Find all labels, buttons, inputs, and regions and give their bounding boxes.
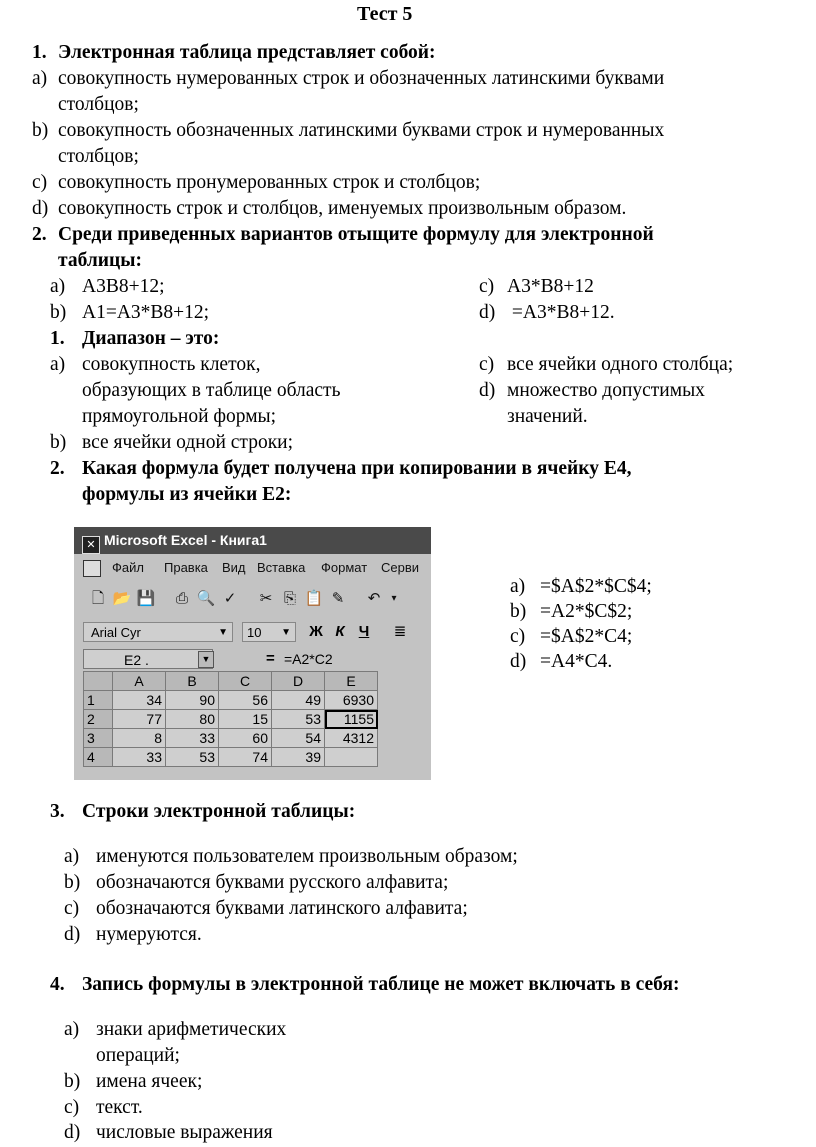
cell[interactable]: 60 (219, 729, 272, 748)
cell[interactable]: 53 (272, 710, 325, 729)
option-text-cont: операций; (96, 1045, 180, 1066)
option-letter: c) (479, 354, 495, 375)
option-letter: d) (32, 198, 49, 219)
option-text-cont: значений. (507, 406, 588, 427)
column-header-c[interactable]: C (219, 672, 272, 691)
option-letter: b) (64, 1071, 81, 1092)
bold-button[interactable]: Ж (309, 623, 323, 640)
cell[interactable]: 33 (166, 729, 219, 748)
cell[interactable]: 54 (272, 729, 325, 748)
option-text: A3B8+12; (82, 276, 165, 297)
answer-text: =$A$2*C4; (540, 626, 633, 647)
undo-icon[interactable]: ↶ (367, 590, 381, 607)
cell[interactable]: 80 (166, 710, 219, 729)
question-text: Какая формула будет получена при копировании в ячейку E4, (82, 458, 632, 479)
option-letter: a) (32, 68, 48, 89)
excel-logo-icon: ✕ (82, 536, 100, 554)
row-header[interactable]: 1 (84, 691, 113, 710)
option-letter: c) (64, 1097, 80, 1118)
font-name-value: Arial Cyr (91, 625, 141, 640)
option-text: обозначаются буквами латинского алфавита; (96, 898, 468, 919)
answer-text: =A4*C4. (540, 651, 613, 672)
option-letter: b) (50, 302, 67, 323)
menu-view[interactable]: Вид (222, 560, 246, 575)
column-header-b[interactable]: B (166, 672, 219, 691)
save-icon[interactable]: 💾 (136, 590, 156, 607)
paste-icon[interactable]: 📋 (304, 590, 324, 607)
table-row (84, 729, 378, 748)
chevron-down-icon: ▼ (218, 627, 228, 638)
answer-letter: c) (510, 626, 526, 647)
option-letter: d) (64, 924, 81, 945)
format-painter-icon[interactable]: ✎ (331, 590, 345, 607)
question-text: Строки электронной таблицы: (82, 801, 356, 822)
table-row (84, 691, 378, 710)
excel-menu-bar (74, 556, 431, 580)
question-number: 2. (50, 458, 65, 479)
option-text: числовые выражения (96, 1122, 273, 1143)
cell[interactable]: 77 (113, 710, 166, 729)
answer-text: =$A$2*$C$4; (540, 576, 652, 597)
menu-format[interactable]: Формат (321, 560, 368, 575)
option-text: =A3*B8+12. (507, 302, 615, 323)
cell[interactable]: 74 (219, 748, 272, 767)
question-text: Среди приведенных вариантов отыщите формулу для электронной (58, 224, 654, 245)
cell[interactable]: 6930 (325, 691, 378, 710)
option-text-cont: столбцов; (58, 146, 139, 167)
option-text: совокупность клеток, (82, 354, 261, 375)
select-all-corner[interactable] (84, 672, 113, 691)
question-text-cont: таблицы: (58, 250, 142, 271)
option-text: все ячейки одной строки; (82, 432, 294, 453)
new-document-icon[interactable]: 🗋 (91, 590, 105, 607)
option-letter: a) (50, 354, 66, 375)
menu-service[interactable]: Серви (381, 560, 420, 575)
font-name-select[interactable] (83, 622, 233, 642)
question-text: Запись формулы в электронной таблице не может включать в себя: (82, 974, 680, 995)
row-header[interactable]: 4 (84, 748, 113, 767)
option-text: нумеруются. (96, 924, 202, 945)
answer-text: =A2*$C$2; (540, 601, 633, 622)
column-header-e[interactable]: E (325, 672, 378, 691)
align-left-icon[interactable]: ≣ (393, 623, 407, 640)
option-letter: b) (50, 432, 67, 453)
question-number: 1. (50, 328, 65, 349)
question-number: 1. (32, 42, 47, 63)
chevron-down-icon: ▼ (281, 627, 291, 638)
option-text: A1=A3*B8+12; (82, 302, 210, 323)
formula-equals-sign: = (266, 650, 275, 667)
option-text: A3*B8+12 (507, 276, 594, 297)
cell[interactable]: 15 (219, 710, 272, 729)
option-text-cont: образующих в таблице область (82, 380, 341, 401)
excel-screenshot (74, 527, 431, 780)
answer-letter: b) (510, 601, 527, 622)
copy-icon[interactable]: ⎘ (283, 590, 296, 607)
option-letter: d) (479, 302, 496, 323)
cell[interactable]: 56 (219, 691, 272, 710)
option-text: совокупность пронумерованных строк и столбцов; (58, 172, 481, 193)
column-header-a[interactable]: A (113, 672, 166, 691)
cell[interactable]: 33 (113, 748, 166, 767)
option-text: все ячейки одного столбца; (507, 354, 734, 375)
answer-letter: a) (510, 576, 526, 597)
table-row (84, 748, 378, 767)
option-text-cont: прямоугольной формы; (82, 406, 277, 427)
italic-button[interactable]: К (335, 623, 345, 640)
option-text: обозначаются буквами русского алфавита; (96, 872, 449, 893)
option-letter: b) (32, 120, 49, 141)
active-cell[interactable]: 1155 (325, 710, 378, 729)
page-title: Тест 5 (357, 3, 413, 25)
font-size-select[interactable] (242, 622, 296, 642)
option-letter: c) (32, 172, 48, 193)
row-header[interactable]: 3 (84, 729, 113, 748)
option-letter: d) (479, 380, 496, 401)
font-size-value: 10 (247, 625, 262, 640)
question-number: 3. (50, 801, 65, 822)
print-preview-icon[interactable]: 🔍 (196, 590, 216, 607)
cell[interactable]: 4312 (325, 729, 378, 748)
standard-toolbar (74, 585, 431, 615)
option-text-cont: столбцов; (58, 94, 139, 115)
option-letter: d) (64, 1122, 81, 1143)
option-text: имена ячеек; (96, 1071, 203, 1092)
option-text: совокупность нумерованных строк и обозначенных латинскими буквами (58, 68, 665, 89)
answer-letter: d) (510, 651, 527, 672)
formatting-toolbar (74, 618, 431, 646)
open-folder-icon[interactable]: 📂 (112, 590, 132, 607)
cell[interactable]: 53 (166, 748, 219, 767)
excel-title-bar (74, 527, 431, 554)
underline-button[interactable]: Ч (358, 623, 370, 640)
cell[interactable]: 34 (113, 691, 166, 710)
option-letter: c) (64, 898, 80, 919)
menu-edit[interactable]: Правка (164, 560, 208, 575)
document-icon (83, 560, 101, 577)
undo-dropdown-icon[interactable]: ▾ (391, 593, 397, 604)
option-text: текст. (96, 1097, 143, 1118)
formula-bar (74, 648, 431, 670)
spellcheck-icon[interactable]: ✓ (223, 590, 237, 607)
column-header-d[interactable]: D (272, 672, 325, 691)
question-text: Диапазон – это: (82, 328, 220, 349)
formula-input[interactable]: =A2*C2 (284, 651, 333, 667)
option-letter: a) (50, 276, 66, 297)
cell[interactable]: 90 (166, 691, 219, 710)
cell[interactable]: 49 (272, 691, 325, 710)
row-header[interactable]: 2 (84, 710, 113, 729)
cut-icon[interactable]: ✂ (259, 590, 273, 607)
option-letter: b) (64, 872, 81, 893)
cell[interactable]: 8 (113, 729, 166, 748)
question-text-cont: формулы из ячейки E2: (82, 484, 292, 505)
cell[interactable]: 39 (272, 748, 325, 767)
option-text: совокупность обозначенных латинскими буквами строк и нумерованных (58, 120, 665, 141)
option-text: знаки арифметических (96, 1019, 287, 1040)
print-icon[interactable]: ⎙ (175, 590, 188, 607)
option-text: совокупность строк и столбцов, именуемых произвольным образом. (58, 198, 627, 219)
question-text: Электронная таблица представляет собой: (58, 42, 436, 63)
question-number: 4. (50, 974, 65, 995)
question-number: 2. (32, 224, 47, 245)
option-text: именуются пользователем произвольным образом; (96, 846, 518, 867)
menu-insert[interactable]: Вставка (257, 560, 306, 575)
name-box[interactable]: E2 . (83, 649, 213, 669)
cell[interactable] (325, 748, 378, 767)
spreadsheet-grid (83, 671, 378, 767)
option-letter: a) (64, 846, 80, 867)
table-row (84, 710, 378, 729)
name-box-dropdown-icon[interactable]: ▼ (198, 651, 214, 668)
option-letter: a) (64, 1019, 80, 1040)
option-letter: c) (479, 276, 495, 297)
excel-window-title: Microsoft Excel - Книга1 (104, 532, 267, 548)
menu-file[interactable]: Файл (112, 560, 144, 575)
option-text: множество допустимых (507, 380, 705, 401)
